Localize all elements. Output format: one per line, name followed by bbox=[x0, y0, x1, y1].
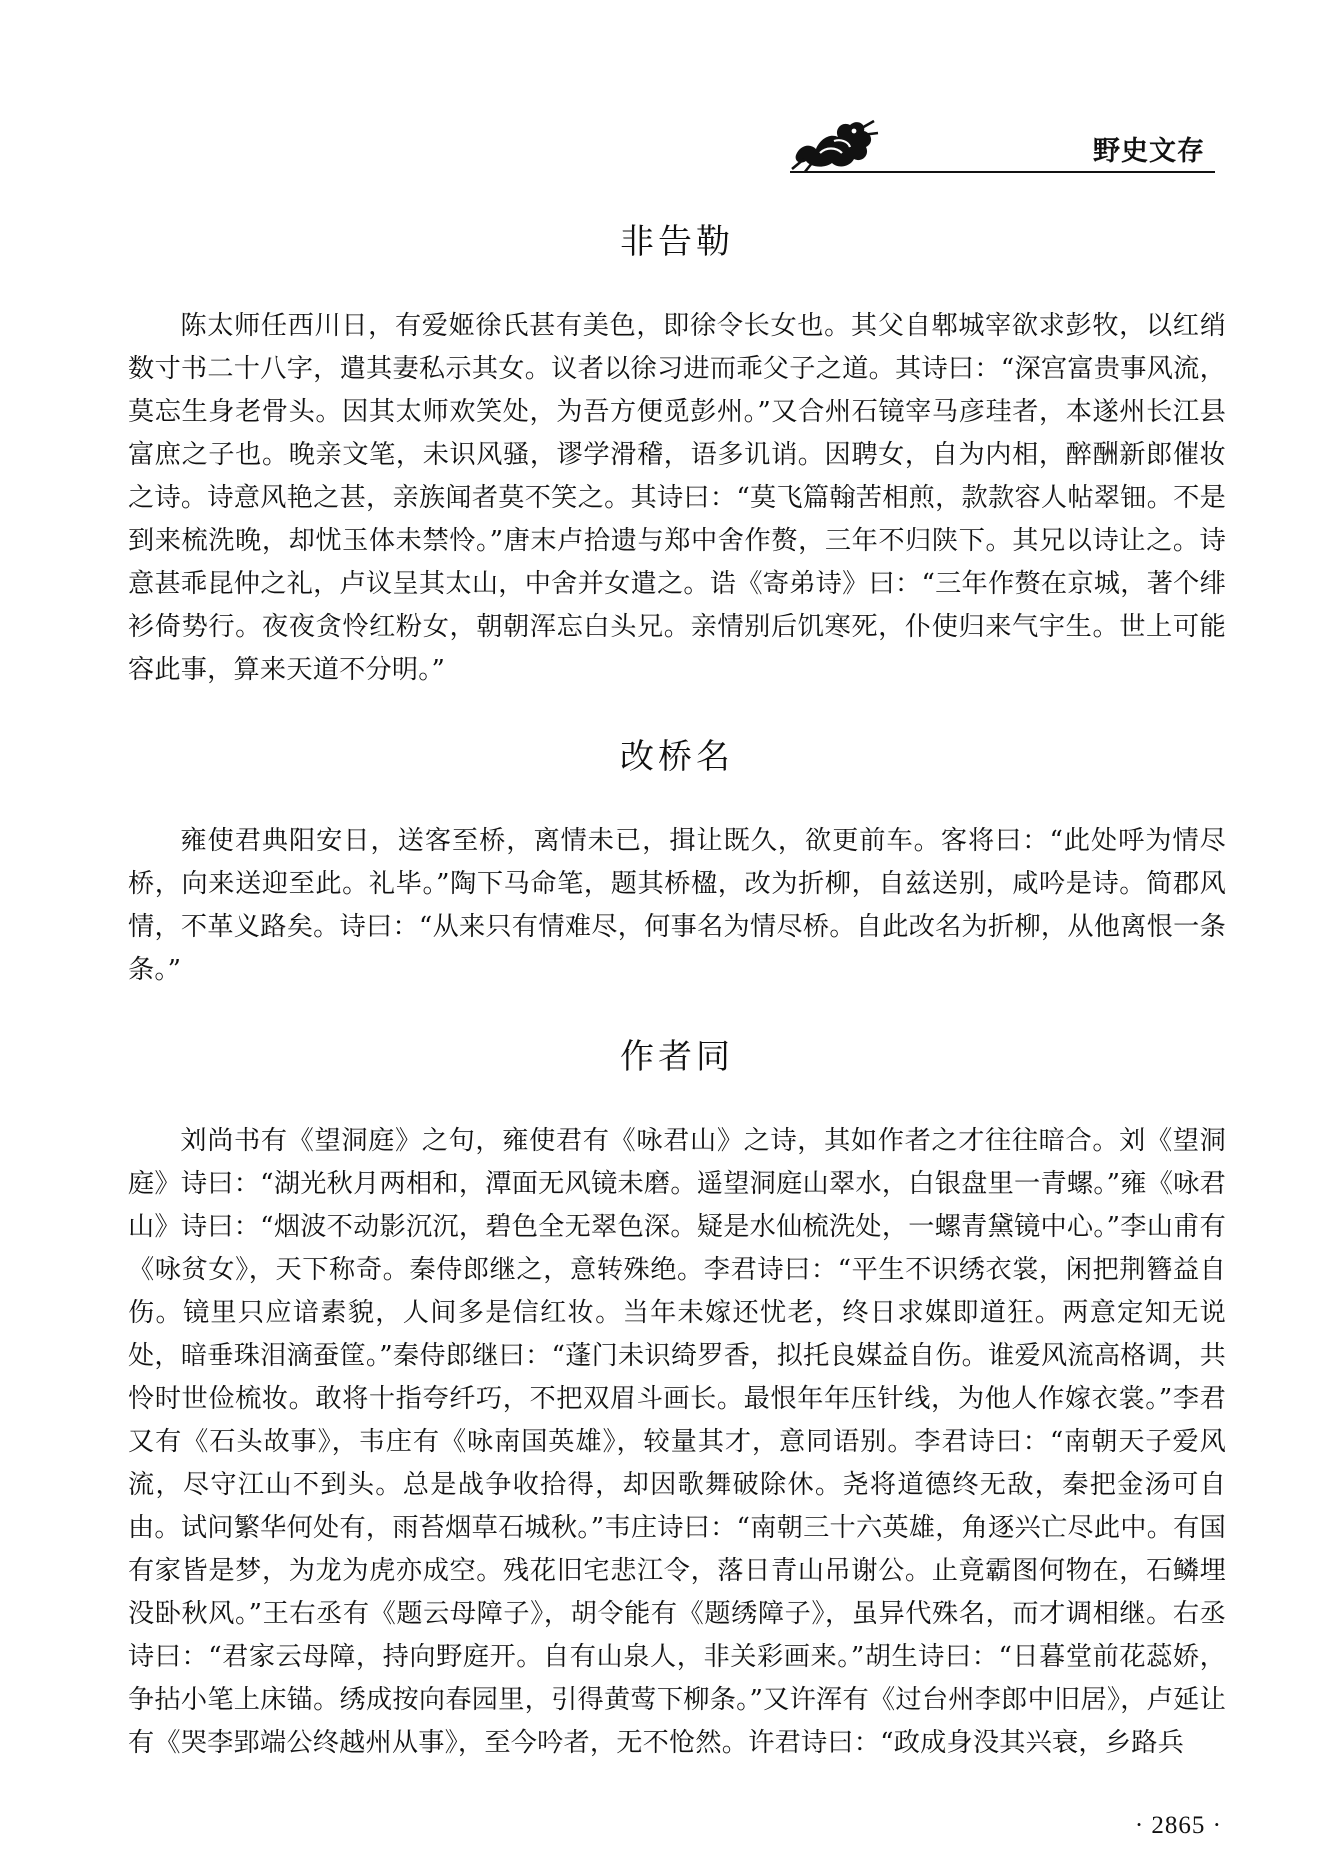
section-title: 改桥名 bbox=[620, 737, 734, 777]
section-paragraph: 刘尚书有《望洞庭》之句，雍使君有《咏君山》之诗，其如作者之才往往暗合。刘《望洞庭》诗曰：“湖光秋月两相和，潭面无风镜未磨。遥望洞庭山翠水，白银盘里一青螺。”雍《咏君山》诗曰：“烟波不动影沉沉，碧色全无翠色深。疑是水仙梳洗处，一螺青黛镜中心。”李山甫有《咏贫女》，天下称奇。秦侍郎继之，意转殊绝。李君诗曰：“平生不识绣衣裳，闲把荆簪益自伤。镜里只应谙素貌，人间多是信红妆。当年未嫁还忧老，终日求媒即道狂。两意定知无说处，暗垂珠泪滴蚕筐。”秦侍郎继曰：“蓬门未识绮罗香，拟托良媒益自伤。谁爱风流高格调，共怜时世俭梳妆。敢将十指夸纤巧，不把双眉斗画长。最恨年年压针线，为他人作嫁衣裳。”李君又有《石头故事》，韦庄有《咏南国英雄》，较量其才，意同语别。李君诗曰：“南朝天子爱风流，尽守江山不到头。总是战争收拾得，却因歌舞破除休。尧将道德终无敌，秦把金汤可自由。试问繁华何处有，雨苔烟草石城秋。”韦庄诗曰：“南朝三十六英雄，角逐兴亡尽此中。有国有家皆是梦，为龙为虎亦成空。残花旧宅悲江令，落日青山吊谢公。止竟霸图何物在，石鳞埋没卧秋风。”王右丞有《题云母障子》，胡令能有《题绣障子》，虽异代殊名，而才调相继。右丞诗曰：“君家云母障，持向野庭开。自有山泉人，非关彩画来。”胡生诗曰：“日暮堂前花蕊娇，争拈小笔上床锚。绣成按向春园里，引得黄莺下柳条。”又许浑有《过台州李郎中旧居》，卢延让有《哭李郢端公终越州从事》，至今吟者，无不怆然。许君诗曰：“政成身没其兴衰，乡路兵 bbox=[128, 1126, 1226, 1758]
section-paragraph: 雍使君典阳安日，送客至桥，离情未已，揖让既久，欲更前车。客将曰：“此处呼为情尽桥，向来送迎至此。礼毕。”陶下马命笔，题其桥楹，改为折柳，自兹送别，咸吟是诗。简郡风情，不革义路矣。诗曰：“从来只有情难尽，何事名为情尽桥。自此改名为折柳，从他离恨一条条。” bbox=[128, 826, 1226, 985]
header-rule bbox=[790, 171, 1215, 173]
series-title: 野史文存 bbox=[1093, 136, 1205, 167]
dragon-emblem-icon bbox=[790, 115, 880, 173]
section-title: 非告勒 bbox=[620, 222, 734, 262]
section-title: 作者同 bbox=[620, 1037, 734, 1077]
section-fei-gao-le bbox=[128, 222, 1226, 692]
section-zuo-zhe-tong bbox=[128, 1037, 1226, 1765]
section-gai-qiao-ming bbox=[128, 737, 1226, 992]
page-number: · 2865 · bbox=[1134, 1812, 1222, 1839]
section-paragraph: 陈太师任西川日，有爱姬徐氏甚有美色，即徐令长女也。其父自郫城宰欲求彭牧，以红绡数寸书二十八字，遣其妻私示其女。议者以徐习进而乖父子之道。其诗曰：“深宫富贵事风流，莫忘生身老骨头。因其太师欢笑处，为吾方便觅彭州。”又合州石镜宰马彦珪者，本遂州长江县富庶之子也。晚亲文笔，未识风骚，谬学滑稽，语多讥诮。因聘女，自为内相，醉酬新郎催妆之诗。诗意风艳之甚，亲族闻者莫不笑之。其诗曰：“莫飞篇翰苦相煎，款款容人帖翠钿。不是到来梳洗晚，却忧玉体未禁怜。”唐末卢拾遗与郑中舍作赘，三年不归陕下。其兄以诗让之。诗意甚乖昆仲之礼，卢议呈其太山，中舍并女遣之。诰《寄弟诗》曰：“三年作赘在京城，著个绯衫倚势行。夜夜贪怜红粉女，朝朝浑忘白头兄。亲情别后饥寒死，仆使归来气宇生。世上可能容此事，算来天道不分明。” bbox=[128, 311, 1226, 685]
running-header bbox=[790, 105, 1215, 175]
article-body bbox=[128, 222, 1226, 1765]
